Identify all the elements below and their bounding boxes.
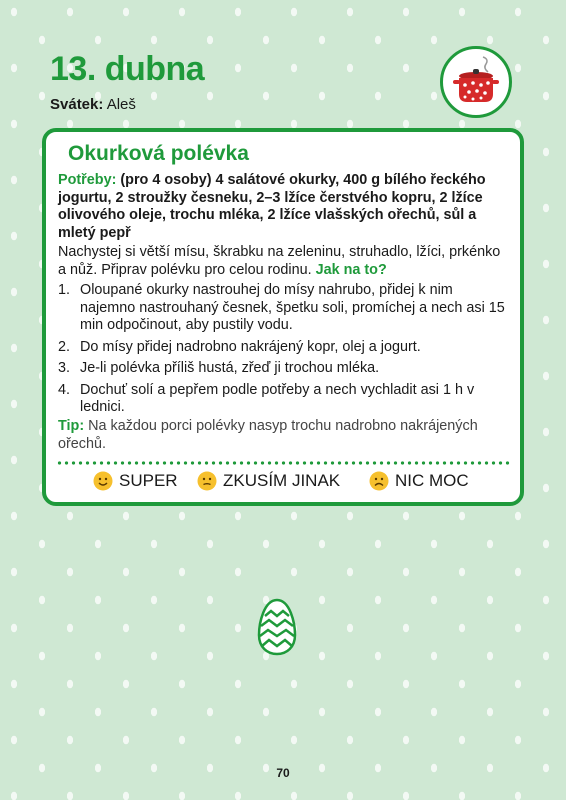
- smiley-happy-icon: [93, 471, 113, 491]
- cooking-pot-badge: [440, 46, 512, 118]
- tip-label: Tip:: [58, 418, 85, 434]
- easter-egg-icon: [257, 598, 297, 656]
- rating-zkusim-jinak[interactable]: [197, 471, 340, 491]
- step-text: Je-li polévka příliš hustá, zřeď ji trochou mléka.: [80, 360, 380, 376]
- needs-text: (pro 4 osoby) 4 salátové okurky, 400 g bílého řeckého jogurtu, 2 stroužky česneku, 2–3 lžíce čerstvého kopru, 2 lžíce olivového oleje, trochu mléka, 2 lžíce vlašských ořechů, sůl a mletý pepř: [58, 172, 486, 241]
- step-number: 1.: [58, 282, 71, 298]
- intro-text: Nachystej si větší mísu, škrabku na zeleninu, struhadlo, lžíci, prkénko a nůž. Připrav polévku pro celou rodinu.: [58, 244, 501, 278]
- step-number: 4.: [58, 381, 71, 398]
- tip-text: Na každou porci polévky nasyp trochu nadrobno nakrájených ořechů.: [58, 418, 478, 452]
- recipe-card: [42, 128, 524, 506]
- rating-options: [46, 471, 520, 495]
- step-text: Dochuť solí a pepřem podle potřeby a nech vychladit asi 1 h v lednici.: [80, 381, 475, 415]
- nameday-label: Svátek:: [50, 96, 104, 113]
- step-text: Oloupané okurky nastrouhej do mísy nahrubo, přidej k nim najemno nastrouhaný česnek, špetku soli, promíchej a nech asi 15 min odpočinout, aby pustily vodu.: [80, 282, 505, 333]
- howto-label: Jak na to?: [315, 261, 387, 278]
- recipe-title: Okurková polévka: [68, 142, 249, 165]
- cooking-pot-icon: [443, 49, 509, 115]
- smiley-neutral-icon: [197, 471, 217, 491]
- step-number: 3.: [58, 360, 71, 376]
- recipe-step: [58, 360, 510, 378]
- recipe-needs: [58, 172, 510, 242]
- step-number: 2.: [58, 338, 71, 355]
- rating-label: ZKUSÍM JINAK: [223, 471, 341, 490]
- nameday-name: Aleš: [106, 96, 136, 113]
- rating-label: NIC MOC: [395, 471, 469, 490]
- dotted-divider: [56, 461, 510, 465]
- smiley-sad-icon: [369, 471, 389, 491]
- recipe-step: [58, 339, 510, 357]
- nameday: [50, 96, 136, 113]
- rating-super[interactable]: [93, 471, 178, 491]
- needs-label: Potřeby:: [58, 172, 117, 188]
- rating-nic-moc[interactable]: [369, 471, 469, 491]
- recipe-steps: [58, 282, 510, 421]
- recipe-step: [58, 382, 510, 417]
- page-number: 70: [276, 766, 290, 780]
- recipe-step: [58, 282, 510, 335]
- step-text: Do mísy přidej nadrobno nakrájený kopr, olej a jogurt.: [80, 338, 421, 355]
- recipe-tip: [58, 418, 510, 453]
- recipe-intro: [58, 244, 510, 279]
- page-date: 13. dubna: [50, 50, 205, 88]
- rating-label: SUPER: [119, 471, 178, 490]
